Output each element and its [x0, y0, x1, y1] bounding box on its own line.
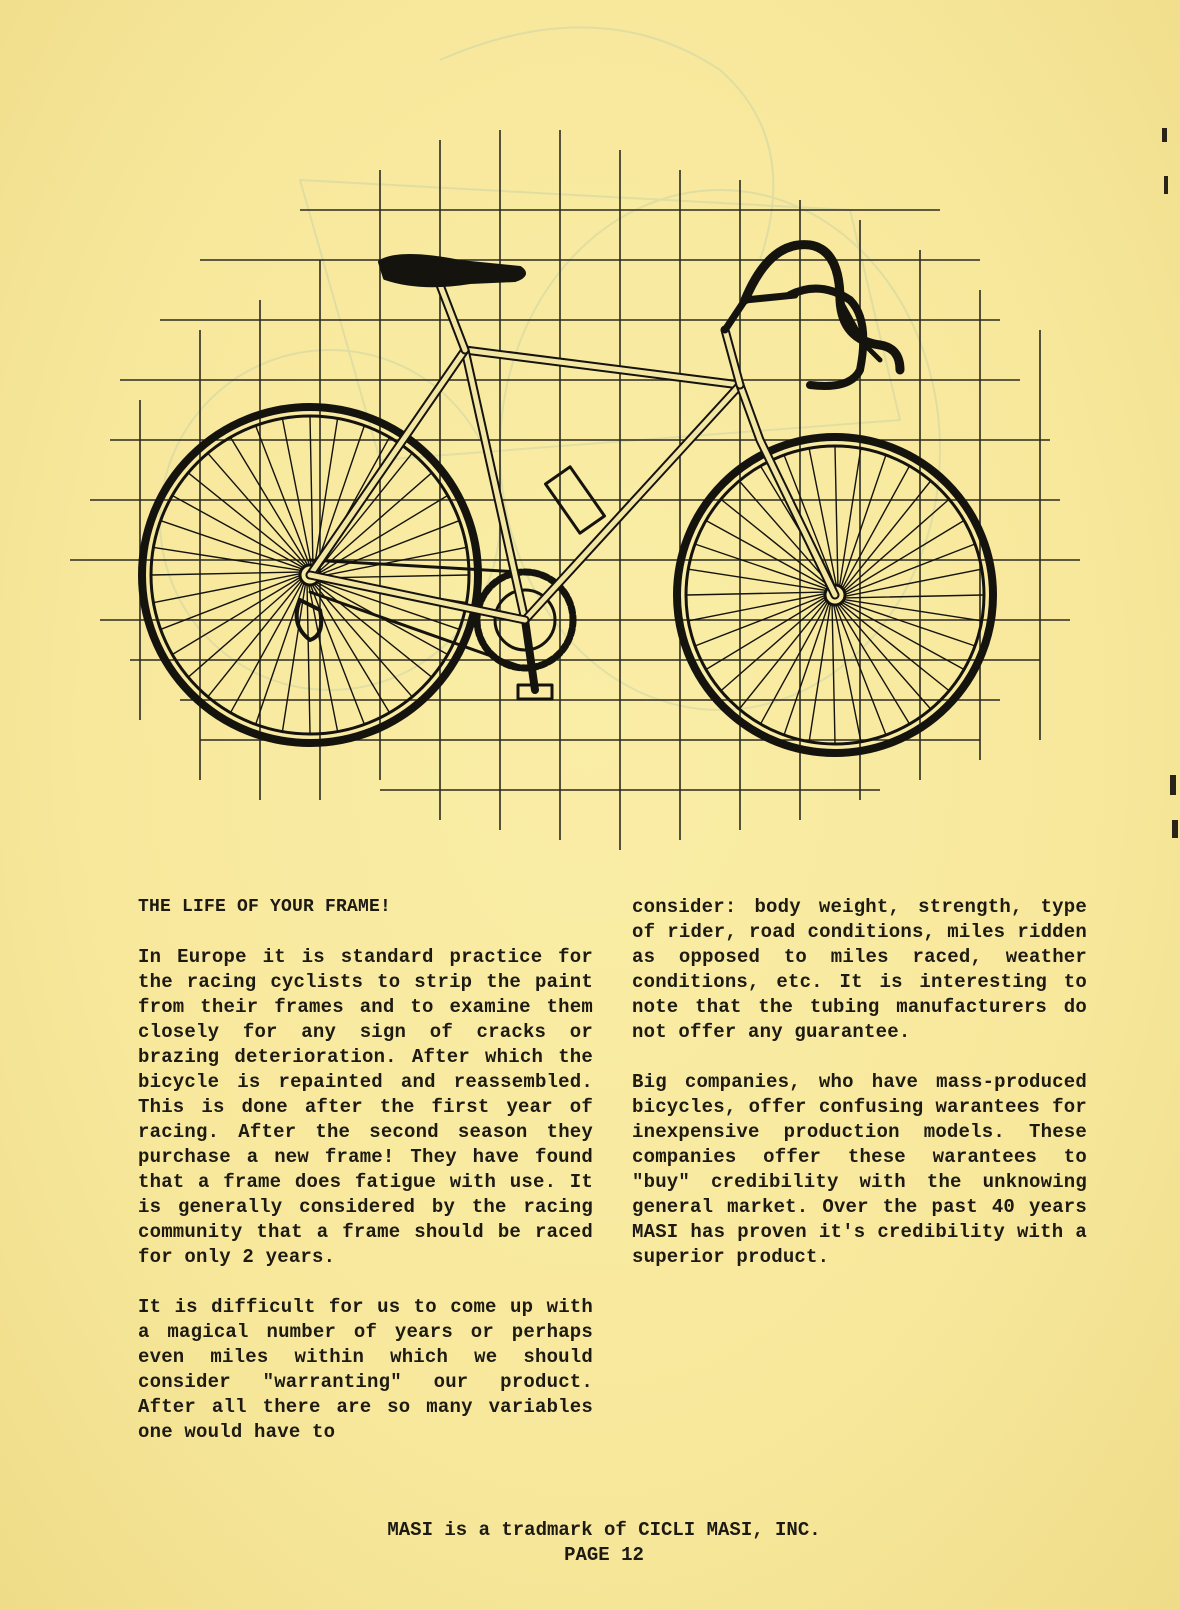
- stem: [725, 295, 795, 330]
- front-wheel-spoke: [837, 605, 909, 723]
- rear-wheel-spoke: [208, 580, 301, 696]
- rear-wheel-spoke: [231, 438, 308, 565]
- front-wheel-spoke: [840, 449, 861, 586]
- rear-wheel-spoke: [312, 585, 389, 712]
- rear-wheel-spoke: [189, 579, 301, 677]
- front-wheel-spoke: [835, 447, 838, 585]
- rear-wheel-spoke: [310, 585, 364, 723]
- article-column-left: [138, 895, 593, 1470]
- front-wheel-spoke: [689, 569, 826, 590]
- article-column-right: [632, 895, 1087, 1295]
- rear-wheel-spoke: [189, 473, 305, 566]
- front-wheel-spoke: [845, 595, 983, 598]
- front-wheel-spoke: [840, 603, 948, 690]
- front-wheel-spoke: [740, 600, 827, 708]
- bleed-through-drawing: [160, 27, 940, 710]
- front-wheel-spoke: [845, 544, 974, 594]
- trademark-notice: MASI is a tradmark of CICLI MASI, INC.: [387, 1519, 821, 1541]
- article-title: THE LIFE OF YOUR FRAME!: [138, 897, 392, 917]
- rear-wheel-spoke: [318, 454, 411, 570]
- paragraph: In Europe it is standard practice for the racing cyclists to strip the paint from their frames and to examine them closely for any sign of cracks or brazing deterioration. After which the bicycle is repainted and reassembled. This is done after the first year of racing. After the second season they purchase a new frame! They have found that a frame does fatigue with use. It is generally considered by the racing community that a frame should be raced for only 2 years.: [138, 946, 593, 1268]
- front-wheel-spoke: [809, 604, 830, 741]
- front-wheel-spoke: [722, 599, 826, 690]
- crank-arm: [525, 620, 535, 690]
- rear-wheel-spoke: [314, 584, 412, 696]
- paragraph: It is difficult for us to come up with a magical number of years or perhaps even miles within which we should consider "warranting" our product. After all there are so many variables one would have to: [138, 1296, 593, 1443]
- rear-wheel-spoke: [256, 427, 310, 565]
- front-wheel-spoke: [843, 482, 930, 590]
- paragraph: consider: body weight, strength, type of rider, road conditions, miles ridden as opposed to miles raced, weather conditions, etc. It is interesting to note that the tubing manufacturers do not offer any guarantee.: [632, 896, 1087, 1043]
- drafting-grid: [70, 130, 1080, 850]
- front-wheel-spoke: [687, 592, 825, 595]
- rear-wheel-spoke: [154, 548, 301, 571]
- rear-wheel-spoke: [152, 572, 300, 575]
- head-tube-highlight: [725, 330, 740, 385]
- bicycle: [142, 245, 993, 753]
- seat-post-highlight: [440, 285, 465, 350]
- front-wheel-spoke: [845, 521, 963, 593]
- paragraph: Big companies, who have mass-produced bicycles, offer confusing warantees for inexpensive production models. These companies offer these warantees to "buy" credibility with the unknowing general market. Over the past 40 years MASI has proven it's credibility with a superior product.: [632, 1071, 1087, 1268]
- page-number: PAGE 12: [564, 1544, 644, 1566]
- rear-wheel-spoke: [283, 584, 306, 731]
- rear-wheel-spoke: [173, 577, 300, 654]
- rear-wheel-spoke: [208, 454, 306, 566]
- front-wheel-spoke: [707, 597, 825, 669]
- front-wheel-spoke: [844, 600, 981, 621]
- seat-stay-highlight: [310, 350, 465, 575]
- front-wheel-spoke: [784, 456, 834, 585]
- handlebar: [745, 245, 900, 370]
